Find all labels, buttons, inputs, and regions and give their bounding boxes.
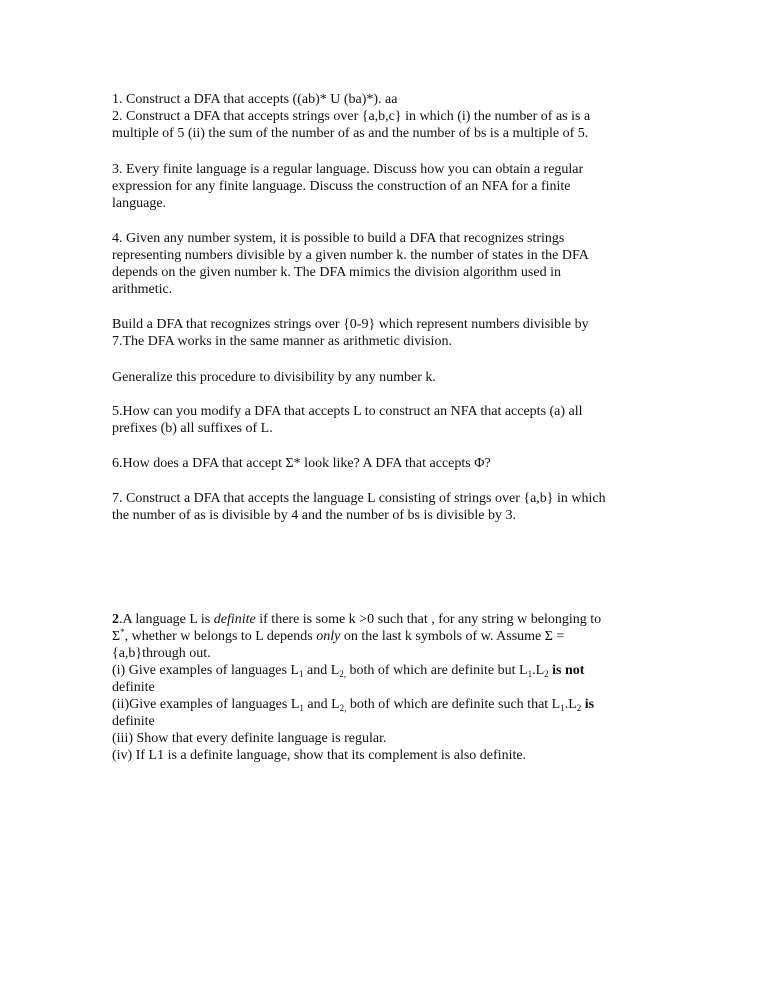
subscript: 2, — [339, 703, 347, 713]
subscript: 1 — [560, 703, 565, 713]
question-1-2 — [112, 91, 642, 142]
question-4-line: depends on the given number k. The DFA mimics the division algorithm used in — [112, 265, 561, 280]
question-5-line: 5.How can you modify a DFA that accepts L to construct an NFA that accepts (a) all — [112, 404, 583, 419]
emphasis-definite: definite — [213, 612, 256, 627]
part-iii-line: (iii) Show that every definite language is regular. — [112, 731, 387, 746]
text-run: both of which are definite such that L — [346, 697, 561, 712]
problem-number: 2 — [112, 612, 119, 627]
emphasis-is-not: is not — [548, 663, 585, 678]
question-1: 1. Construct a DFA that accepts ((ab)* U (ba)*). aa — [112, 92, 398, 107]
problem-intro-line: {a,b}through out. — [112, 646, 211, 661]
question-4 — [112, 230, 642, 298]
question-4-generalize-line: Generalize this procedure to divisibility by any number k. — [112, 370, 436, 385]
text-run: .L — [532, 663, 545, 678]
text-run: both of which are definite but L — [346, 663, 528, 678]
question-6-line: 6.How does a DFA that accept Σ* look like? A DFA that accepts Φ? — [112, 456, 491, 471]
part-i-line — [112, 662, 642, 679]
question-2-line: multiple of 5 (ii) the sum of the number of as and the number of bs is a multiple of 5. — [112, 126, 589, 141]
part-ii-line: definite — [112, 714, 155, 729]
question-7-line: the number of as is divisible by 4 and the number of bs is divisible by 3. — [112, 508, 517, 523]
subscript: 2 — [576, 703, 582, 713]
question-4-build-line: 7.The DFA works in the same manner as arithmetic division. — [112, 334, 452, 349]
sigma-symbol: Σ — [112, 629, 121, 644]
emphasis-is: is — [581, 697, 595, 712]
subscript: 1 — [527, 669, 533, 679]
part-iv-line: (iv) If L1 is a definite language, show that its complement is also definite. — [112, 748, 527, 763]
kleene-star: * — [120, 627, 125, 637]
definite-language-problem — [112, 611, 642, 764]
question-6 — [112, 455, 642, 472]
text-run: (ii)Give examples of languages L — [112, 697, 300, 712]
question-3-line: expression for any finite language. Discuss the construction of an NFA for a finite — [112, 179, 571, 194]
problem-intro-line — [112, 628, 642, 645]
question-4-generalize — [112, 369, 642, 386]
question-4-line: representing numbers divisible by a given number k. the number of states in the DFA — [112, 248, 589, 263]
emphasis-only: only — [316, 629, 341, 644]
question-3-line: 3. Every finite language is a regular language. Discuss how you can obtain a regular — [112, 162, 584, 177]
question-4-line: 4. Given any number system, it is possible to build a DFA that recognizes strings — [112, 231, 565, 246]
text-run: and L — [303, 663, 340, 678]
subscript: 1 — [299, 669, 304, 679]
part-i-line: definite — [112, 680, 155, 695]
question-4-line: arithmetic. — [112, 282, 173, 297]
question-2-line: 2. Construct a DFA that accepts strings over {a,b,c} in which (i) the number of as is a — [112, 109, 591, 124]
subscript: 2 — [544, 669, 549, 679]
text-run: .L — [564, 697, 577, 712]
question-4-build — [112, 316, 642, 350]
subscript: 1 — [299, 703, 304, 713]
question-3 — [112, 161, 642, 212]
text-run: .A language L is — [119, 612, 214, 627]
problem-intro-line — [112, 611, 642, 628]
question-3-line: language. — [112, 196, 167, 211]
question-7-line: 7. Construct a DFA that accepts the language L consisting of strings over {a,b} in which — [112, 491, 606, 506]
text-run: and L — [303, 697, 340, 712]
text-run: if there is some k >0 such that , for any string w belonging to — [255, 612, 602, 627]
subscript: 2, — [339, 669, 347, 679]
text-run: on the last k symbols of w. Assume Σ = — [340, 629, 565, 644]
question-4-build-line: Build a DFA that recognizes strings over {0-9} which represent numbers divisible by — [112, 317, 589, 332]
part-ii-line — [112, 696, 642, 713]
text-run: , whether w belongs to L depends — [124, 629, 317, 644]
question-5-line: prefixes (b) all suffixes of L. — [112, 421, 273, 436]
question-5 — [112, 403, 642, 437]
question-7 — [112, 490, 642, 524]
text-run: (i) Give examples of languages L — [112, 663, 299, 678]
